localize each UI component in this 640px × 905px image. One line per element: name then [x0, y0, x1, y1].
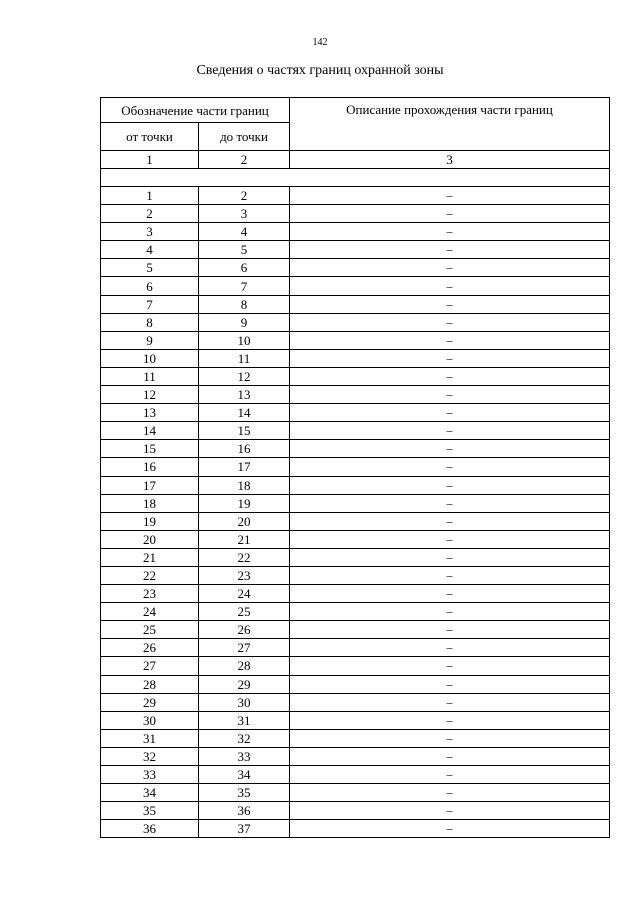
- from-point-cell: 14: [101, 422, 199, 440]
- page-number: 142: [312, 37, 328, 48]
- to-point-cell: 9: [199, 313, 290, 331]
- from-point-cell: 22: [101, 566, 199, 584]
- table-row: [101, 766, 610, 784]
- description-cell: –: [290, 476, 610, 494]
- table-row: [101, 729, 610, 747]
- from-point-cell: 10: [101, 349, 199, 367]
- description-cell: –: [290, 766, 610, 784]
- description-cell: –: [290, 711, 610, 729]
- description-cell: –: [290, 639, 610, 657]
- spacer-cell: [101, 169, 610, 187]
- description-cell: –: [290, 729, 610, 747]
- from-point-cell: 21: [101, 548, 199, 566]
- description-cell: –: [290, 693, 610, 711]
- table-row: [101, 585, 610, 603]
- description-cell: –: [290, 277, 610, 295]
- to-point-cell: 26: [199, 621, 290, 639]
- from-point-cell: 7: [101, 295, 199, 313]
- description-cell: –: [290, 494, 610, 512]
- table-row: [101, 386, 610, 404]
- description-cell: –: [290, 422, 610, 440]
- description-cell: –: [290, 548, 610, 566]
- table-row: [101, 566, 610, 584]
- description-cell: –: [290, 331, 610, 349]
- table-row: [101, 603, 610, 621]
- to-point-cell: 23: [199, 566, 290, 584]
- from-point-cell: 26: [101, 639, 199, 657]
- to-point-cell: 29: [199, 675, 290, 693]
- from-point-cell: 3: [101, 223, 199, 241]
- from-point-cell: 32: [101, 747, 199, 765]
- description-cell: –: [290, 241, 610, 259]
- table-row: [101, 277, 610, 295]
- table-row: [101, 331, 610, 349]
- description-cell: –: [290, 187, 610, 205]
- from-point-cell: 28: [101, 675, 199, 693]
- description-cell: –: [290, 802, 610, 820]
- spacer-row: [101, 169, 610, 187]
- table-row: [101, 440, 610, 458]
- to-point-cell: 18: [199, 476, 290, 494]
- boundary-parts-table: [100, 97, 610, 838]
- from-point-cell: 1: [101, 187, 199, 205]
- description-cell: –: [290, 205, 610, 223]
- table-header: [101, 98, 610, 169]
- column-number-2: 2: [199, 151, 290, 169]
- to-point-cell: 20: [199, 512, 290, 530]
- from-point-cell: 24: [101, 603, 199, 621]
- to-point-cell: 17: [199, 458, 290, 476]
- table-row: [101, 657, 610, 675]
- table-row: [101, 404, 610, 422]
- from-point-cell: 36: [101, 820, 199, 838]
- description-cell: –: [290, 404, 610, 422]
- to-point-cell: 36: [199, 802, 290, 820]
- from-point-cell: 4: [101, 241, 199, 259]
- table-row: [101, 675, 610, 693]
- table-row: [101, 530, 610, 548]
- description-cell: –: [290, 223, 610, 241]
- header-boundary-part: Обозначение части границ: [101, 98, 290, 123]
- from-point-cell: 25: [101, 621, 199, 639]
- header-from-point: от точки: [101, 123, 199, 151]
- table-row: [101, 784, 610, 802]
- to-point-cell: 33: [199, 747, 290, 765]
- to-point-cell: 22: [199, 548, 290, 566]
- table-row: [101, 820, 610, 838]
- from-point-cell: 2: [101, 205, 199, 223]
- to-point-cell: 30: [199, 693, 290, 711]
- column-number-3: 3: [290, 151, 610, 169]
- from-point-cell: 6: [101, 277, 199, 295]
- description-cell: –: [290, 367, 610, 385]
- to-point-cell: 11: [199, 349, 290, 367]
- description-cell: –: [290, 259, 610, 277]
- from-point-cell: 11: [101, 367, 199, 385]
- to-point-cell: 37: [199, 820, 290, 838]
- to-point-cell: 19: [199, 494, 290, 512]
- description-cell: –: [290, 458, 610, 476]
- table-row: [101, 548, 610, 566]
- to-point-cell: 12: [199, 367, 290, 385]
- table-row: [101, 639, 610, 657]
- description-cell: –: [290, 675, 610, 693]
- to-point-cell: 28: [199, 657, 290, 675]
- table-row: [101, 367, 610, 385]
- from-point-cell: 18: [101, 494, 199, 512]
- header-description: Описание прохождения части границ: [290, 98, 610, 151]
- table-row: [101, 494, 610, 512]
- to-point-cell: 4: [199, 223, 290, 241]
- table-row: [101, 458, 610, 476]
- to-point-cell: 2: [199, 187, 290, 205]
- header-to-point: до точки: [199, 123, 290, 151]
- table-row: [101, 802, 610, 820]
- from-point-cell: 17: [101, 476, 199, 494]
- from-point-cell: 20: [101, 530, 199, 548]
- table-row: [101, 259, 610, 277]
- description-cell: –: [290, 621, 610, 639]
- description-cell: –: [290, 566, 610, 584]
- table-row: [101, 205, 610, 223]
- description-cell: –: [290, 313, 610, 331]
- page-title: Сведения о частях границ охранной зоны: [196, 63, 444, 78]
- table-row: [101, 349, 610, 367]
- to-point-cell: 13: [199, 386, 290, 404]
- table-row: [101, 621, 610, 639]
- from-point-cell: 16: [101, 458, 199, 476]
- table-row: [101, 241, 610, 259]
- from-point-cell: 33: [101, 766, 199, 784]
- description-cell: –: [290, 349, 610, 367]
- from-point-cell: 27: [101, 657, 199, 675]
- table-row: [101, 512, 610, 530]
- description-cell: –: [290, 295, 610, 313]
- to-point-cell: 16: [199, 440, 290, 458]
- from-point-cell: 8: [101, 313, 199, 331]
- to-point-cell: 8: [199, 295, 290, 313]
- to-point-cell: 34: [199, 766, 290, 784]
- to-point-cell: 3: [199, 205, 290, 223]
- to-point-cell: 6: [199, 259, 290, 277]
- description-cell: –: [290, 585, 610, 603]
- column-number-1: 1: [101, 151, 199, 169]
- table-row: [101, 747, 610, 765]
- from-point-cell: 19: [101, 512, 199, 530]
- table-row: [101, 711, 610, 729]
- from-point-cell: 29: [101, 693, 199, 711]
- to-point-cell: 32: [199, 729, 290, 747]
- to-point-cell: 7: [199, 277, 290, 295]
- from-point-cell: 9: [101, 331, 199, 349]
- to-point-cell: 31: [199, 711, 290, 729]
- from-point-cell: 34: [101, 784, 199, 802]
- description-cell: –: [290, 386, 610, 404]
- to-point-cell: 27: [199, 639, 290, 657]
- from-point-cell: 13: [101, 404, 199, 422]
- to-point-cell: 24: [199, 585, 290, 603]
- table-row: [101, 313, 610, 331]
- to-point-cell: 25: [199, 603, 290, 621]
- description-cell: –: [290, 784, 610, 802]
- table-row: [101, 295, 610, 313]
- from-point-cell: 23: [101, 585, 199, 603]
- table-body: [101, 169, 610, 838]
- table-row: [101, 422, 610, 440]
- from-point-cell: 12: [101, 386, 199, 404]
- to-point-cell: 5: [199, 241, 290, 259]
- description-cell: –: [290, 440, 610, 458]
- description-cell: –: [290, 603, 610, 621]
- description-cell: –: [290, 512, 610, 530]
- to-point-cell: 10: [199, 331, 290, 349]
- to-point-cell: 15: [199, 422, 290, 440]
- description-cell: –: [290, 657, 610, 675]
- from-point-cell: 30: [101, 711, 199, 729]
- from-point-cell: 31: [101, 729, 199, 747]
- table-row: [101, 187, 610, 205]
- to-point-cell: 21: [199, 530, 290, 548]
- to-point-cell: 14: [199, 404, 290, 422]
- to-point-cell: 35: [199, 784, 290, 802]
- from-point-cell: 15: [101, 440, 199, 458]
- description-cell: –: [290, 530, 610, 548]
- from-point-cell: 5: [101, 259, 199, 277]
- from-point-cell: 35: [101, 802, 199, 820]
- table-row: [101, 223, 610, 241]
- table-row: [101, 693, 610, 711]
- table-row: [101, 476, 610, 494]
- description-cell: –: [290, 747, 610, 765]
- description-cell: –: [290, 820, 610, 838]
